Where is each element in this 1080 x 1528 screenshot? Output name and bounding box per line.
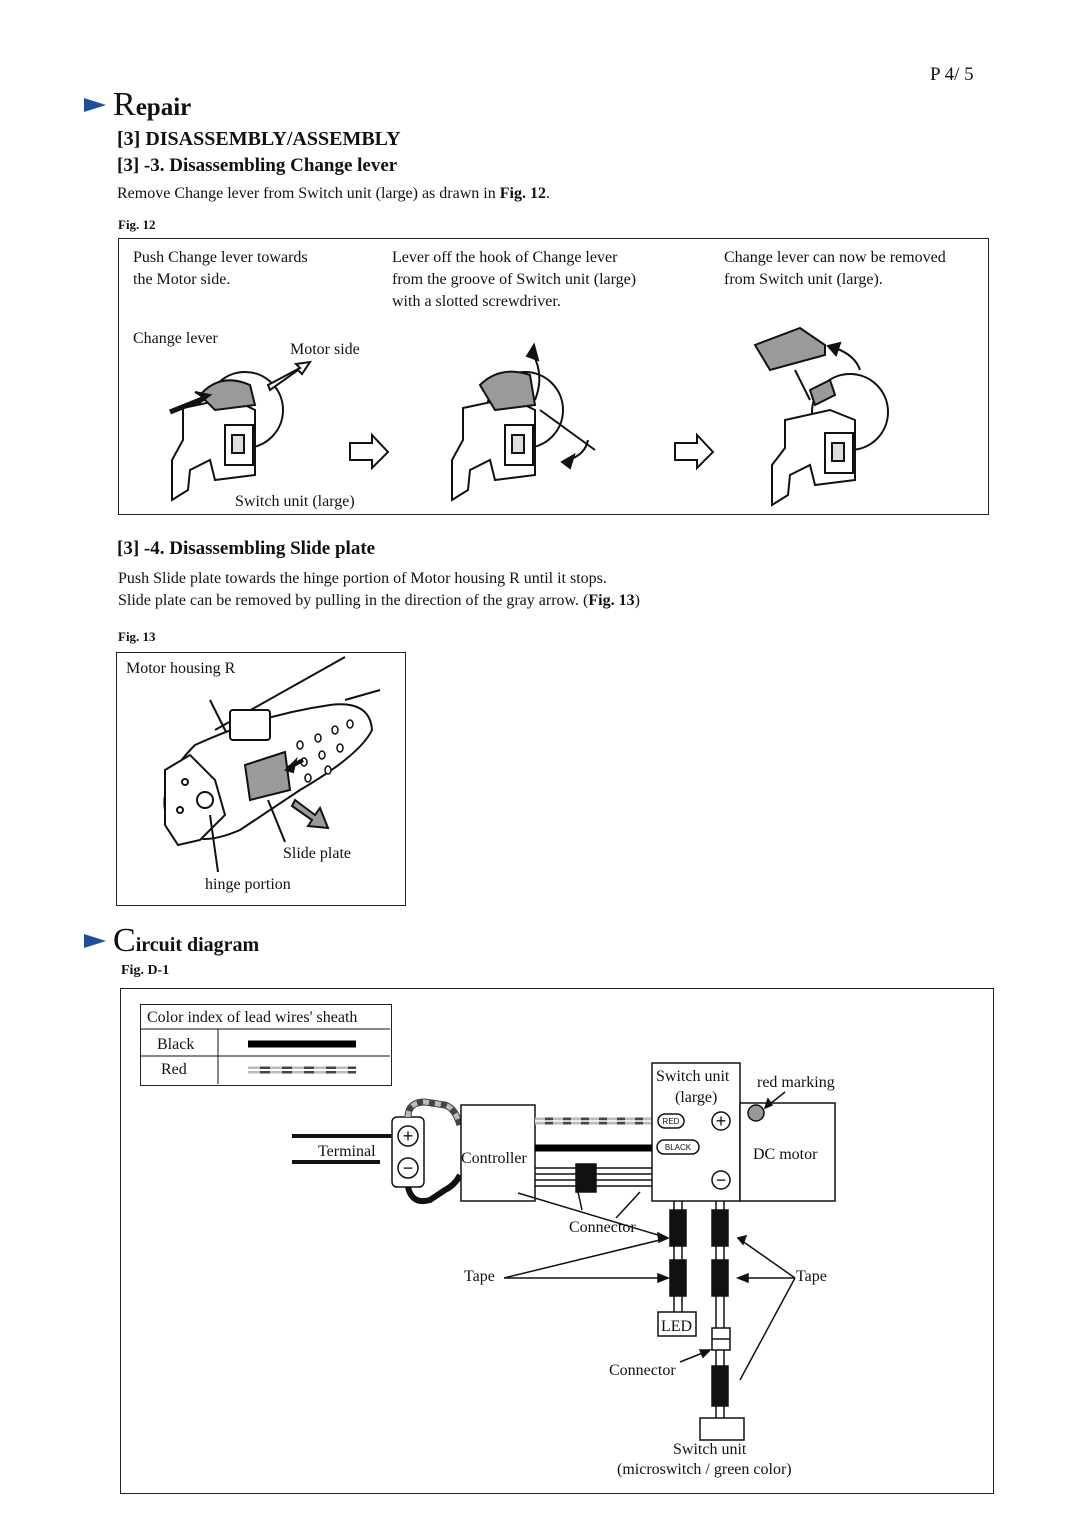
subheading-slide-plate: [3] -4. Disassembling Slide plate	[117, 538, 376, 559]
subheading-change-lever: [3] -3. Disassembling Change lever	[117, 155, 398, 176]
circuit-heading-rest: ircuit diagram	[135, 934, 260, 956]
slide-instr-end: )	[634, 592, 640, 609]
step3-line2: from Switch unit (large).	[724, 271, 883, 288]
plus-terminal-icon: +	[402, 1126, 414, 1146]
motor-side-label: Motor side	[290, 341, 360, 358]
repair-heading-rest: epair	[135, 94, 192, 121]
large-label: (large)	[675, 1089, 718, 1106]
switch-unit-large-label: Switch unit (large)	[235, 493, 355, 510]
step2-line3: with a slotted screwdriver.	[392, 293, 561, 310]
step1-line1: Push Change lever towards	[133, 249, 308, 266]
repair-heading-cap: R	[113, 86, 136, 123]
legend-red-label: Red	[161, 1061, 187, 1078]
step3-line1: Change lever can now be removed	[724, 249, 946, 266]
black-tag-text: BLACK	[664, 1143, 692, 1152]
slide-instr-text: Slide plate can be removed by pulling in the direction of the gray arrow. (	[118, 592, 589, 609]
disassembly-heading-prefix: [	[117, 128, 124, 150]
switch-unit-label: Switch unit	[656, 1068, 730, 1085]
connector-bottom-label: Connector	[609, 1362, 676, 1379]
legend-title: Color index of lead wires' sheath	[147, 1009, 358, 1026]
red-marking-label: red marking	[757, 1074, 835, 1091]
motor-housing-label: Motor housing R	[126, 660, 236, 677]
page-number: P 4/ 5	[930, 64, 974, 85]
terminal-label: Terminal	[318, 1143, 376, 1160]
controller-label: Controller	[461, 1150, 527, 1167]
circuit-heading-cap: C	[113, 922, 136, 959]
disassembly-heading-text: 3] DISASSEMBLY/ASSEMBLY	[123, 128, 401, 150]
instr-end: .	[545, 185, 550, 202]
red-tag-text: RED	[662, 1117, 680, 1126]
hinge-portion-label: hinge portion	[205, 876, 291, 893]
slide-plate-label: Slide plate	[283, 845, 351, 862]
connector-top-label: Connector	[569, 1219, 636, 1236]
step2-line1: Lever off the hook of Change lever	[392, 249, 618, 266]
legend-black-label: Black	[157, 1036, 195, 1053]
step1-line2: the Motor side.	[133, 271, 231, 288]
instr-fig-ref: Fig. 12	[499, 185, 546, 202]
change-lever-label: Change lever	[133, 330, 218, 347]
minus-terminal-icon: −	[402, 1158, 414, 1178]
step2-line2: from the groove of Switch unit (large)	[392, 271, 637, 288]
slide-plate-instr-line1: Push Slide plate towards the hinge portion of Motor housing R until it stops.	[118, 570, 607, 587]
switch-unit-bottom-label: Switch unit	[673, 1441, 747, 1458]
minus-switch-icon: −	[715, 1170, 727, 1190]
tape-right-label: Tape	[796, 1268, 827, 1285]
slide-instr-fig-ref: Fig. 13	[588, 592, 635, 609]
figD1-label: Fig. D-1	[121, 963, 170, 978]
plus-switch-icon: +	[715, 1111, 727, 1131]
fig12-label: Fig. 12	[118, 217, 156, 232]
microswitch-label: (microswitch / green color)	[617, 1461, 792, 1478]
fig13-label: Fig. 13	[118, 629, 156, 644]
led-label: LED	[661, 1318, 693, 1335]
tape-left-label: Tape	[464, 1268, 495, 1285]
dc-motor-label: DC motor	[753, 1146, 818, 1163]
instr-text: Remove Change lever from Switch unit (large) as drawn in	[117, 185, 500, 202]
